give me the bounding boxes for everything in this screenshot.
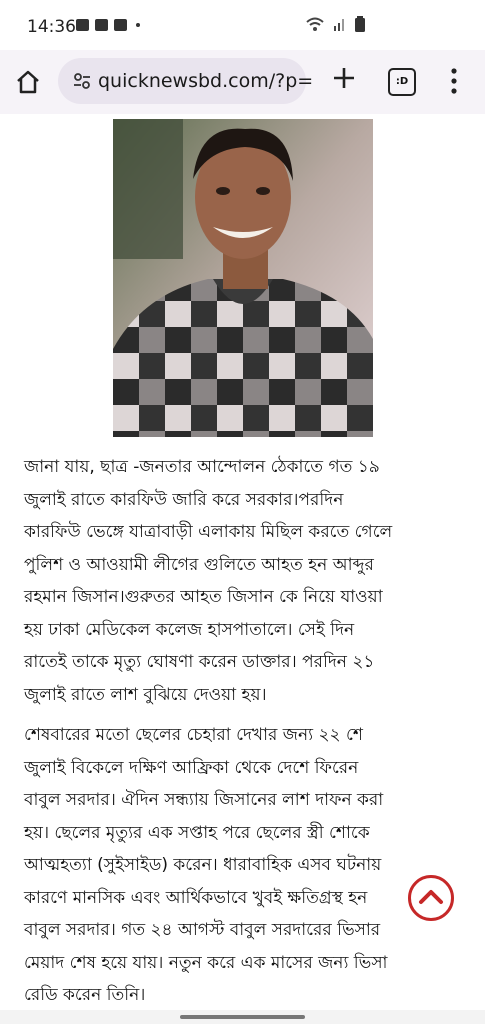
scroll-to-top-button[interactable] <box>408 875 454 921</box>
text-line: হয়। ছেলের মৃত্যুর এক সপ্তাহ পরে ছেলের স্ত্রী শোকে <box>24 822 370 843</box>
text-line: কারণে মানসিক এবং আর্থিকভাবে খুবই ক্ষতিগ্রস্থ হন <box>24 887 368 908</box>
gesture-bar <box>0 1010 485 1024</box>
address-bar[interactable] <box>58 58 314 104</box>
text-line: জুলাই বিকেলে দক্ষিণ আফ্রিকা থেকে দেশে ফিরেন <box>24 757 359 778</box>
text-line: মেয়াদ শেষ হয়ে যায়। নতুন করে এক মাসের জন্য ভিসা <box>24 952 388 973</box>
text-line: হয় ঢাকা মেডিকেল কলেজ হাসপাতালে। সেই দিন <box>24 619 355 640</box>
text-line: জানা যায়, ছাত্র -জনতার আন্দোলন ঠেকাতে গত ১৯ <box>24 457 380 477</box>
text-line: বাবুল সরদার। ঐদিন সন্ধ্যায় জিসানের লাশ দাফন করা <box>24 790 384 810</box>
status-bar <box>0 0 485 50</box>
menu-icon[interactable] <box>448 66 460 96</box>
text-line: পুলিশ ও আওয়ামী লীগের গুলিতে আহত হন আব্দুর <box>24 554 374 575</box>
article-photo <box>113 119 373 437</box>
plus-icon[interactable] <box>330 64 358 92</box>
status-icons-left <box>76 19 140 31</box>
text-line: জুলাই রাতে কারফিউ জারি করে সরকার।পরদিন <box>24 489 344 510</box>
tabs-icon[interactable]: :D <box>388 68 416 96</box>
browser-toolbar <box>0 50 485 114</box>
site-settings-icon[interactable] <box>73 72 91 90</box>
article-paragraph-1 <box>24 451 467 711</box>
status-time: 14:36 <box>27 17 76 37</box>
text-line: আত্মহত্যা (সুইসাইড) করেন। ধারাবাহিক এসব ঘটনায় <box>24 855 382 875</box>
signal-icon <box>333 16 347 32</box>
text-line: রহমান জিসান।গুরুতর আহত জিসান কে নিয়ে যাওয়া <box>24 587 383 607</box>
text-line: জুলাই রাতে লাশ বুঝিয়ে দেওয়া হয়। <box>24 684 267 705</box>
text-line: বাবুল সরদার। গত ২৪ আগস্ট বাবুল সরদারের ভিসার <box>24 920 381 940</box>
battery-icon <box>355 16 365 32</box>
article-content <box>0 114 485 1010</box>
mail-icon <box>114 19 127 31</box>
text-line: শেষবারের মতো ছেলের চেহারা দেখার জন্য ২২ শে <box>24 725 363 745</box>
photo-icon <box>76 19 89 31</box>
home-icon[interactable] <box>12 66 44 98</box>
url-text[interactable]: quicknewsbd.com/?p= <box>98 70 314 92</box>
dot-icon <box>136 23 140 27</box>
article-paragraph-2 <box>24 719 467 1010</box>
text-line: কারফিউ ভেঙ্গে যাত্রাবাড়ী এলাকায় মিছিল করতে গেলে <box>24 522 393 542</box>
text-line: রেডি করেন তিনি। <box>24 985 146 1005</box>
text-line: রাতেই তাকে মৃত্যু ঘোষণা করেন ডাক্তার। পরদিন ২১ <box>24 652 375 672</box>
home-indicator[interactable] <box>180 1015 305 1019</box>
chevron-up-icon <box>411 878 451 918</box>
status-icons-right <box>305 16 365 32</box>
wifi-icon <box>305 16 325 32</box>
youtube-icon <box>95 19 108 31</box>
